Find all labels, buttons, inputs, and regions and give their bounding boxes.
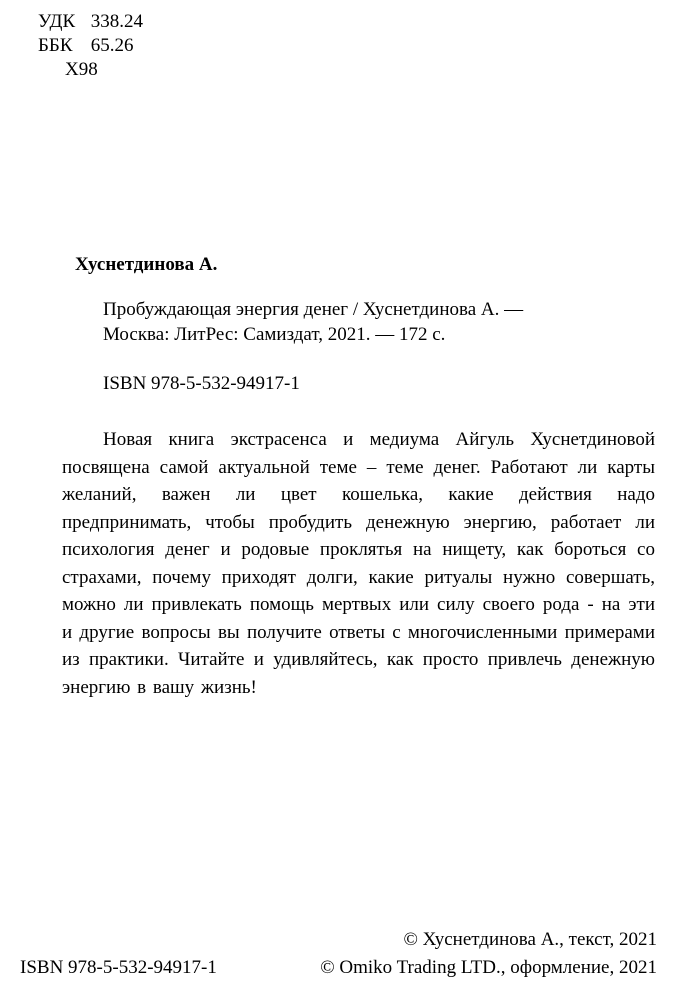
imprint-block xyxy=(75,252,656,396)
copyright-text-line: © Хуснетдинова А., текст, 2021 xyxy=(403,929,657,950)
udk-label: УДК xyxy=(38,11,76,32)
bibliographic-line-1: Пробуждающая энергия денег / Хуснетдинова А. — xyxy=(103,299,524,320)
bbk-line xyxy=(38,34,143,58)
bbk-label: ББК xyxy=(38,35,73,56)
udk-line xyxy=(38,10,143,34)
author-name: Хуснетдинова А. xyxy=(75,254,218,275)
author-code: Х98 xyxy=(65,59,98,80)
isbn-bottom: ISBN 978-5-532-94917-1 xyxy=(20,957,217,978)
bbk-value: 65.26 xyxy=(90,35,134,56)
copyright-design-line: © Omiko Trading LTD., оформление, 2021 xyxy=(320,957,657,978)
isbn-top: ISBN 978-5-532-94917-1 xyxy=(103,373,300,394)
classification-codes xyxy=(38,10,143,82)
footer xyxy=(20,926,657,982)
udk-value: 338.24 xyxy=(90,11,143,32)
bibliographic-line-2: Москва: ЛитРес: Самиздат, 2021. — 172 с. xyxy=(103,324,446,345)
copyright-block xyxy=(320,926,657,982)
annotation-text: Новая книга экстрасенса и медиума Айгуль Хуснетдиновой посвящена самой актуальной теме – теме денег. Работают ли карты желаний, важен ли цвет кошелька, какие действия надо предпринимать, чтобы пробудить денежную энергию, работает ли психология денег и родовые проклятья на нищету, как бороться со страхами, почему приходят долги, какие ритуалы нужно совершать, можно ли привлекать помощь мертвых или силу своего рода - на эти и другие вопросы вы получите ответы с многочисленными примерами из практики. Читайте и удивляйтесь, как просто привлечь денежную энергию в вашу жизнь! xyxy=(62,429,655,698)
